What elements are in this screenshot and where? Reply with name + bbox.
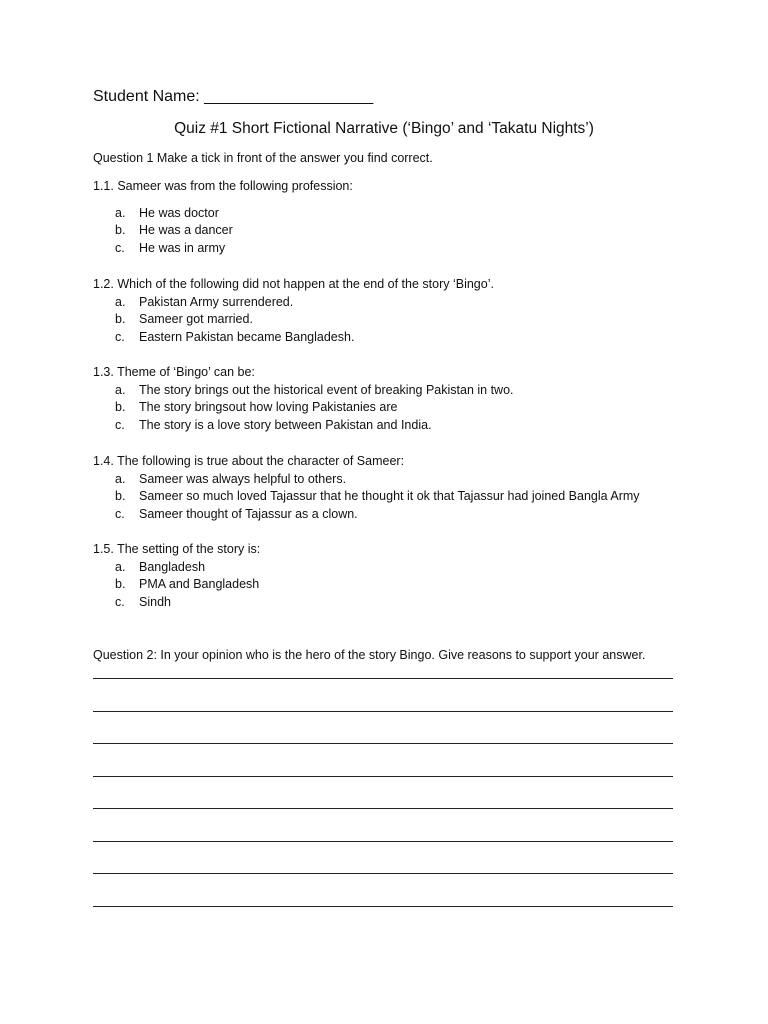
option-text: Sameer so much loved Tajassur that he thought it ok that Tajassur had joined Bangla Army (139, 489, 640, 503)
option-b[interactable] (93, 311, 494, 329)
option-text: PMA and Bangladesh (139, 577, 260, 591)
quiz-title: Quiz #1 Short Fictional Narrative (‘Bingo’ and ‘Takatu Nights’) (174, 120, 594, 137)
question-1-instruction: Question 1 Make a tick in front of the answer you find correct. (93, 151, 433, 165)
answer-line[interactable] (93, 743, 673, 776)
option-letter: b. (115, 489, 126, 503)
student-name-label: Student Name: ___________________ (93, 88, 374, 105)
option-letter: b. (115, 223, 126, 237)
option-a[interactable] (93, 294, 494, 312)
option-text: The story bringsout how loving Pakistanies are (139, 400, 398, 414)
option-b[interactable] (93, 399, 514, 417)
option-text: Sameer was always helpful to others. (139, 471, 347, 486)
option-text: Bangladesh (139, 559, 206, 574)
option-text: Sameer got married. (139, 312, 253, 326)
option-text: He was a dancer (139, 223, 233, 237)
answer-line[interactable] (93, 873, 673, 906)
option-text: The story is a love story between Pakistan and India. (139, 417, 432, 432)
option-b[interactable] (93, 222, 353, 240)
option-text: Pakistan Army surrendered. (139, 294, 294, 309)
option-a[interactable] (93, 382, 514, 400)
option-c[interactable] (93, 329, 494, 347)
answer-line[interactable] (93, 711, 673, 744)
option-letter: a. (115, 382, 126, 397)
option-text: He was in army (139, 240, 226, 255)
question-1-1 (93, 178, 353, 257)
question-text: 1.3. Theme of ‘Bingo’ can be: (93, 365, 255, 379)
option-c[interactable] (93, 594, 260, 612)
option-a[interactable] (93, 205, 353, 223)
option-letter: b. (115, 400, 126, 414)
option-text: He was doctor (139, 205, 219, 220)
option-b[interactable] (93, 576, 260, 594)
options-list (93, 382, 514, 435)
option-letter: c. (115, 240, 125, 255)
answer-lines (93, 678, 673, 938)
options-list (93, 205, 353, 258)
answer-line[interactable] (93, 841, 673, 874)
option-text: Sameer thought of Tajassur as a clown. (139, 506, 358, 521)
question-1-2 (93, 276, 494, 346)
question-text: 1.4. The following is true about the character of Sameer: (93, 454, 405, 468)
options-list (93, 559, 260, 612)
option-letter: c. (115, 506, 125, 521)
option-letter: c. (115, 329, 125, 344)
option-text: The story brings out the historical event of breaking Pakistan in two. (139, 382, 514, 397)
option-letter: c. (115, 417, 125, 432)
answer-line[interactable] (93, 776, 673, 809)
question-1-5 (93, 541, 260, 611)
option-a[interactable] (93, 471, 640, 489)
question-1-4 (93, 453, 640, 523)
answer-line[interactable] (93, 808, 673, 841)
answer-line[interactable] (93, 906, 673, 939)
option-c[interactable] (93, 506, 640, 524)
option-letter: a. (115, 205, 126, 220)
options-list (93, 471, 640, 524)
question-text: 1.1. Sameer was from the following profession: (93, 179, 353, 193)
options-list (93, 294, 494, 347)
option-text: Eastern Pakistan became Bangladesh. (139, 329, 355, 344)
answer-line[interactable] (93, 678, 673, 711)
question-text: 1.5. The setting of the story is: (93, 542, 261, 556)
option-letter: a. (115, 471, 126, 486)
option-c[interactable] (93, 240, 353, 258)
option-a[interactable] (93, 559, 260, 577)
option-c[interactable] (93, 417, 514, 435)
option-letter: a. (115, 559, 126, 574)
question-2-text: Question 2: In your opinion who is the hero of the story Bingo. Give reasons to support your answer. (93, 648, 646, 662)
option-letter: b. (115, 312, 126, 326)
option-text: Sindh (139, 594, 171, 609)
question-text: 1.2. Which of the following did not happen at the end of the story ‘Bingo’. (93, 277, 494, 291)
option-letter: b. (115, 577, 126, 591)
option-letter: a. (115, 294, 126, 309)
question-1-3 (93, 364, 514, 434)
option-letter: c. (115, 594, 125, 609)
option-b[interactable] (93, 488, 640, 506)
